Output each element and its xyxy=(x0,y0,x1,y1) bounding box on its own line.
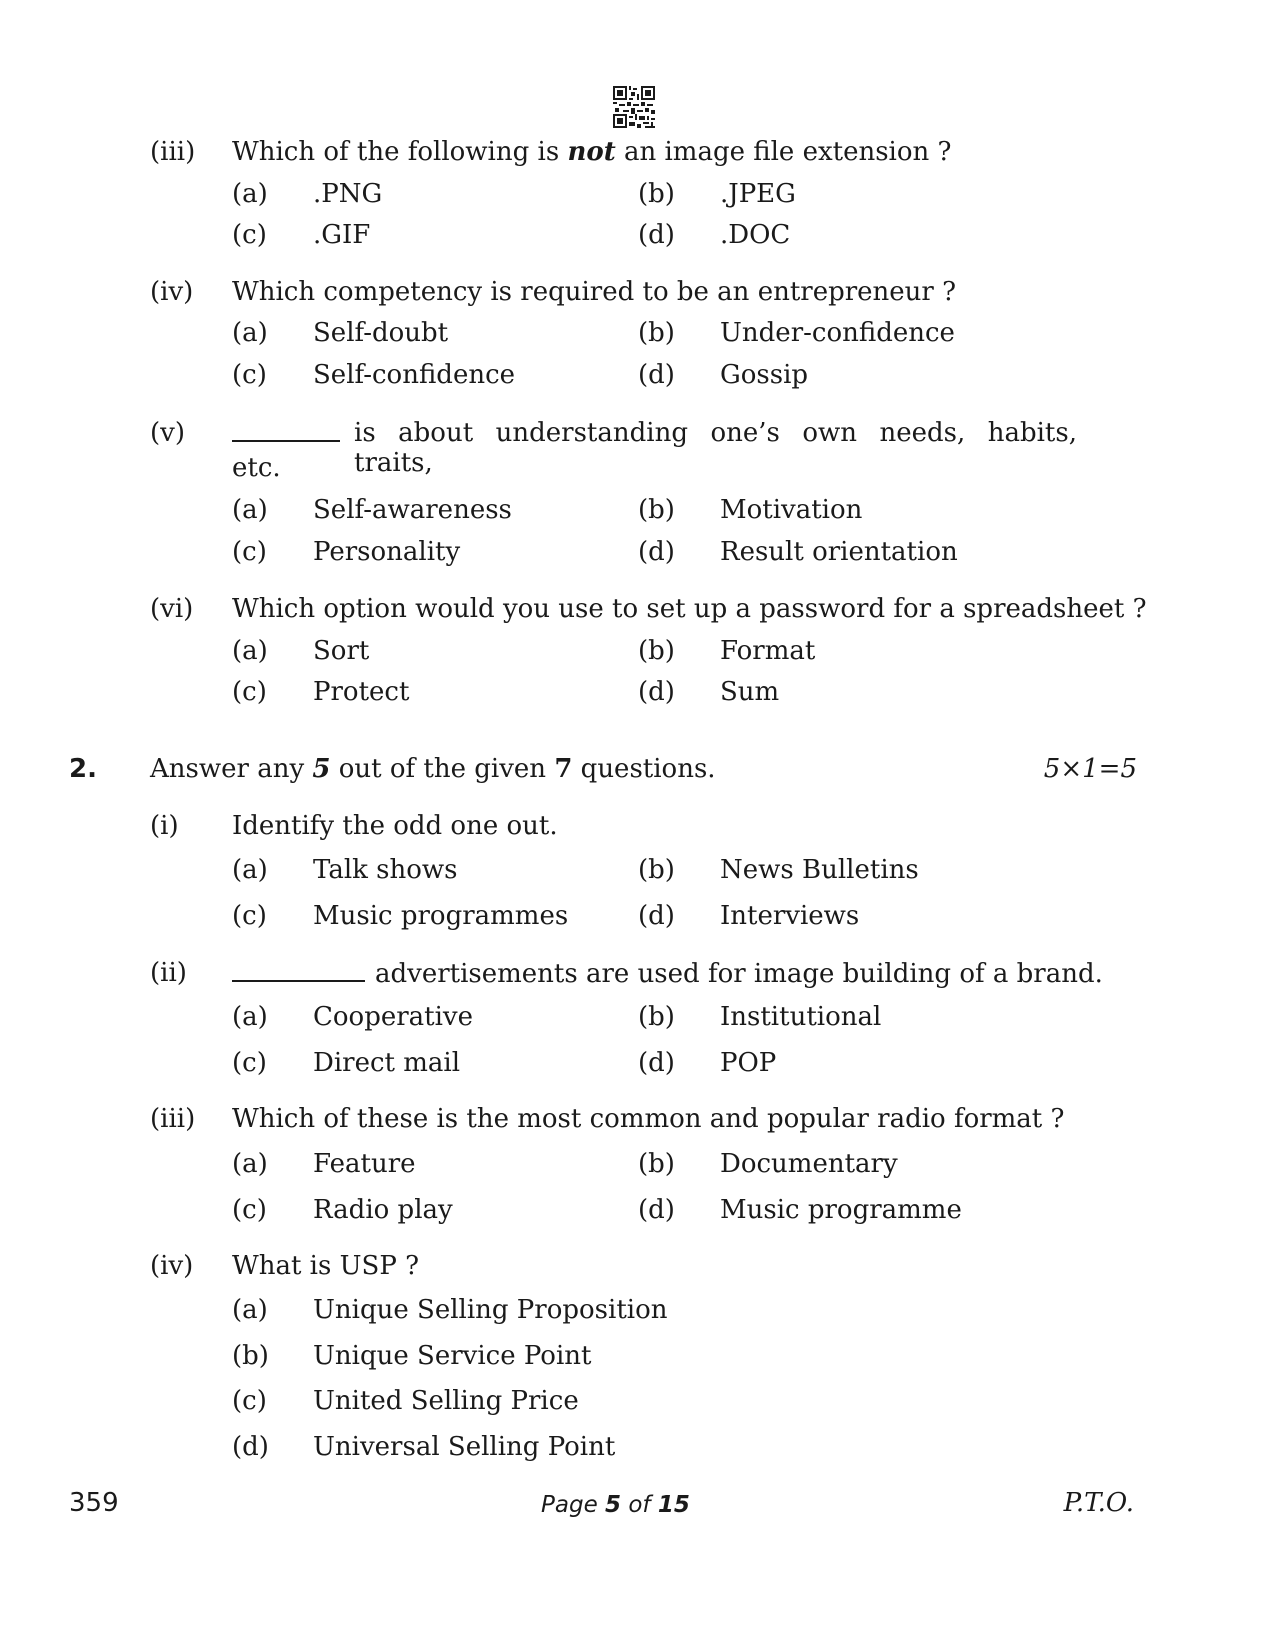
option-text: United Selling Price xyxy=(313,1386,579,1416)
marks-allocation: 5×1=5 xyxy=(1043,754,1137,784)
option-text: Feature xyxy=(313,1149,416,1179)
question-text-part: an image file extension ? xyxy=(615,137,952,167)
option-text: Motivation xyxy=(720,495,863,525)
question-number: (vi) xyxy=(150,594,194,624)
option-text: Self-doubt xyxy=(313,318,449,348)
option-label: (c) xyxy=(232,1386,267,1416)
page-current: 5 xyxy=(605,1492,622,1518)
question-number: (iii) xyxy=(150,1104,196,1134)
option-text: Sum xyxy=(720,677,780,707)
option-label: (a) xyxy=(232,179,268,209)
question-text: Which competency is required to be an entrepreneur ? xyxy=(232,277,957,307)
question-text: Which option would you use to set up a password for a spreadsheet ? xyxy=(232,594,1147,624)
option-text: .DOC xyxy=(720,220,791,250)
option-label: (b) xyxy=(638,855,675,885)
question-text xyxy=(232,137,951,167)
option-label: (c) xyxy=(232,677,267,707)
question-text: Identify the odd one out. xyxy=(232,811,558,841)
question-text-line: is about understanding one’s own needs, habits, traits, xyxy=(354,418,1077,478)
question-text-part: Which of the following is xyxy=(232,137,568,167)
option-label: (d) xyxy=(638,537,675,567)
page-number xyxy=(541,1490,690,1520)
option-text: Radio play xyxy=(313,1195,453,1225)
option-text: Documentary xyxy=(720,1149,898,1179)
option-text: Universal Selling Point xyxy=(313,1432,616,1462)
option-text: News Bulletins xyxy=(720,855,919,885)
option-label: (b) xyxy=(638,495,675,525)
instruction-part: Answer any xyxy=(150,754,313,784)
option-text: Direct mail xyxy=(313,1048,461,1078)
pto-label: P.T.O. xyxy=(1063,1488,1134,1518)
option-label: (b) xyxy=(232,1341,269,1371)
option-label: (c) xyxy=(232,537,267,567)
instruction-number: 5 xyxy=(312,754,331,784)
option-label: (b) xyxy=(638,318,675,348)
page-prefix: Page xyxy=(541,1492,606,1518)
question-number: (iii) xyxy=(150,137,196,167)
option-text: .GIF xyxy=(313,220,371,250)
option-label: (b) xyxy=(638,179,675,209)
instruction-part: out of the given xyxy=(330,754,555,784)
option-label: (b) xyxy=(638,1149,675,1179)
qr-code-icon xyxy=(613,86,655,128)
question-number: (i) xyxy=(150,811,179,841)
option-text: Unique Service Point xyxy=(313,1341,592,1371)
question-text: What is USP ? xyxy=(232,1251,420,1281)
option-label: (d) xyxy=(638,1195,675,1225)
option-text: Under-confidence xyxy=(720,318,955,348)
instruction-part: questions. xyxy=(572,754,716,784)
option-text: Institutional xyxy=(720,1002,882,1032)
option-label: (a) xyxy=(232,495,268,525)
question-number: (iv) xyxy=(150,1251,194,1281)
option-text: Self-awareness xyxy=(313,495,512,525)
option-text: Format xyxy=(720,636,816,666)
question-number: (ii) xyxy=(150,958,187,988)
option-label: (d) xyxy=(638,1048,675,1078)
question-text xyxy=(232,958,1103,989)
question-instruction xyxy=(150,754,716,784)
option-text: Interviews xyxy=(720,901,860,931)
question-text-line: etc. xyxy=(232,453,281,483)
option-text: .PNG xyxy=(313,179,383,209)
option-label: (d) xyxy=(638,220,675,250)
instruction-number: 7 xyxy=(554,754,573,784)
option-text: Gossip xyxy=(720,360,809,390)
question-number: (v) xyxy=(150,418,185,448)
option-text: Music programmes xyxy=(313,901,569,931)
question-number: 2. xyxy=(69,754,97,784)
option-text: Talk shows xyxy=(313,855,458,885)
page-total: 15 xyxy=(657,1492,690,1518)
option-text: Cooperative xyxy=(313,1002,473,1032)
option-label: (a) xyxy=(232,1295,268,1325)
option-label: (b) xyxy=(638,1002,675,1032)
emphasis-text: not xyxy=(567,137,616,167)
answer-blank xyxy=(232,418,340,442)
option-label: (a) xyxy=(232,318,268,348)
option-text: Self-confidence xyxy=(313,360,516,390)
option-label: (a) xyxy=(232,1149,268,1179)
option-text: POP xyxy=(720,1048,777,1078)
answer-blank xyxy=(232,958,365,982)
option-label: (c) xyxy=(232,901,267,931)
option-label: (c) xyxy=(232,360,267,390)
option-label: (a) xyxy=(232,636,268,666)
option-label: (d) xyxy=(638,901,675,931)
option-label: (d) xyxy=(638,360,675,390)
option-text: .JPEG xyxy=(720,179,796,209)
option-text: Unique Selling Proposition xyxy=(313,1295,668,1325)
option-label: (c) xyxy=(232,1195,267,1225)
question-text-part: advertisements are used for image building of a brand. xyxy=(375,959,1103,989)
option-label: (a) xyxy=(232,1002,268,1032)
option-label: (c) xyxy=(232,1048,267,1078)
question-text: Which of these is the most common and popular radio format ? xyxy=(232,1104,1065,1134)
option-text: Music programme xyxy=(720,1195,962,1225)
option-label: (c) xyxy=(232,220,267,250)
option-text: Sort xyxy=(313,636,370,666)
option-text: Personality xyxy=(313,537,461,567)
option-text: Result orientation xyxy=(720,537,958,567)
paper-code: 359 xyxy=(69,1488,119,1518)
page-of: of xyxy=(621,1492,658,1518)
option-text: Protect xyxy=(313,677,410,707)
option-label: (d) xyxy=(638,677,675,707)
question-text xyxy=(232,418,1077,478)
question-number: (iv) xyxy=(150,277,194,307)
option-label: (a) xyxy=(232,855,268,885)
option-label: (b) xyxy=(638,636,675,666)
option-label: (d) xyxy=(232,1432,269,1462)
